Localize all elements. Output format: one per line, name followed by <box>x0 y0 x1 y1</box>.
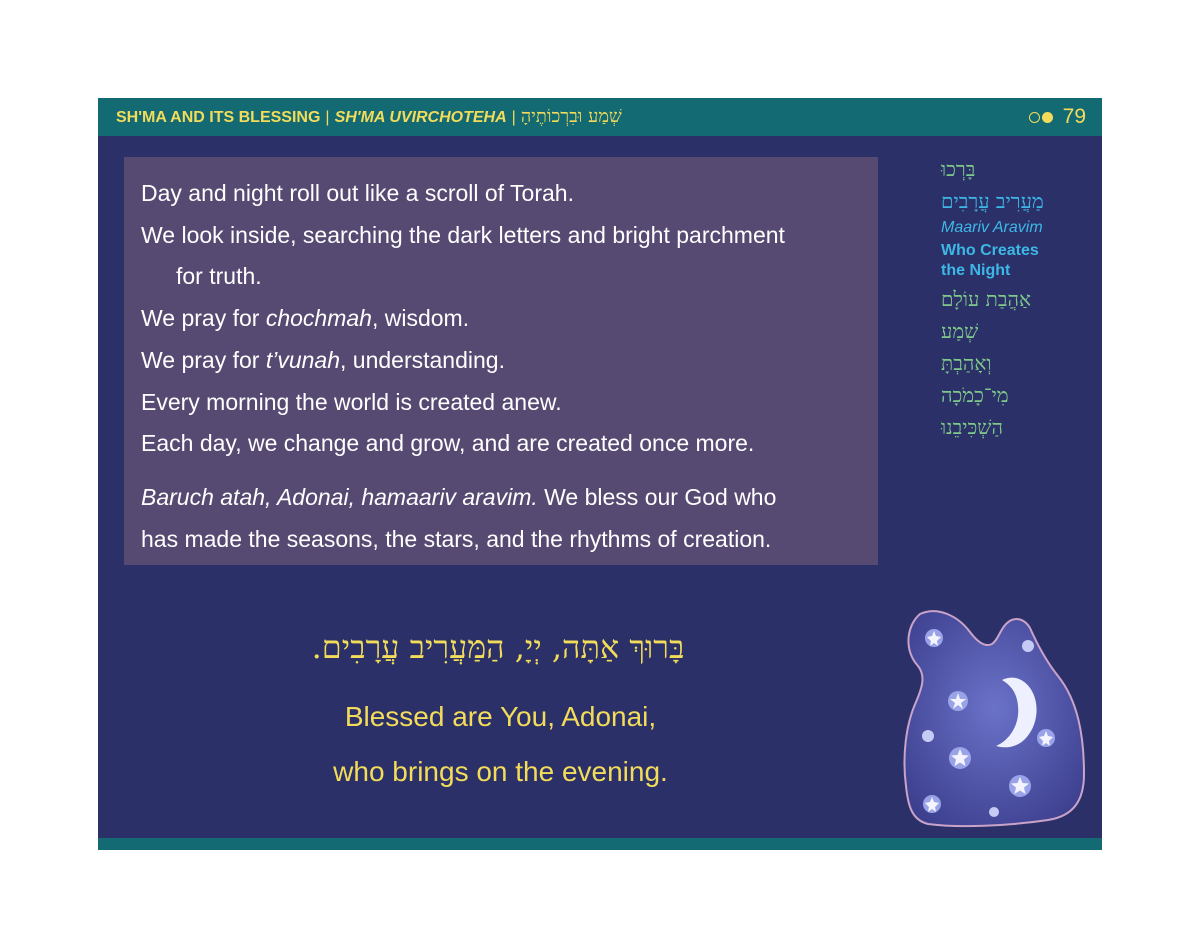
closing-line: Baruch atah, Adonai, hamaariv aravim. We bless our God who <box>141 483 777 510</box>
section-title: SH'MA AND ITS BLESSING <box>116 109 321 126</box>
prayerbook-page <box>98 98 1102 850</box>
header-separator-2: | <box>511 109 516 126</box>
nav-item-vahavta[interactable]: וְאָהַבְתָּ <box>941 351 992 375</box>
footer-bar <box>98 838 1102 850</box>
running-header <box>98 98 1102 136</box>
page-number-area <box>1029 98 1086 136</box>
section-transliteration: SH'MA UVIRCHOTEHA <box>334 109 507 126</box>
reading-line: Day and night roll out like a scroll of Torah. <box>141 180 574 206</box>
term-tvunah: t’vunah <box>265 346 341 373</box>
page-number: 79 <box>1062 105 1086 128</box>
nav-item-mi-chamocha[interactable]: מִי־כָמֹכָה <box>941 383 1009 407</box>
nav-item-maariv-aravim[interactable] <box>941 185 1091 281</box>
nav-item-english: Who Creates <box>941 242 1039 259</box>
blessing-english-line-2: who brings on the evening. <box>333 756 668 787</box>
reading-line: for truth. <box>176 263 262 290</box>
nav-item-ahavat-olam[interactable]: אַהֲבַת עוֹלָם <box>941 287 1031 311</box>
nav-item-hashkiveinu[interactable]: הַשְׁכִּיבֵנוּ <box>941 415 1003 439</box>
reading-line: We look inside, searching the dark letters and bright parchment <box>141 221 785 248</box>
blessing-hebrew: בָּרוּךְ אַתָּה, יְיָ, הַמַּעֲרִיב עֲרָבִים. <box>311 628 685 666</box>
prayer-section-nav <box>941 153 1091 443</box>
term-chochmah: chochmah <box>265 305 372 332</box>
filled-circle-icon <box>1042 112 1053 123</box>
reading-line: Each day, we change and grow, and are created once more. <box>141 430 755 457</box>
header-title <box>116 98 622 136</box>
reading-line: We pray for t’vunah, understanding. <box>141 346 505 373</box>
nav-item-shma[interactable]: שְׁמַע <box>941 319 979 343</box>
blessing-english-line-1: Blessed are You, Adonai, <box>344 701 657 732</box>
reading-line: Every morning the world is created anew. <box>141 388 562 415</box>
reading-text-box <box>124 157 878 565</box>
open-circle-icon <box>1029 112 1040 123</box>
nav-item-transliteration: Maariv Aravim <box>941 219 1043 236</box>
header-separator: | <box>325 109 330 126</box>
night-sky-letter-illustration <box>898 606 1088 828</box>
closing-line: has made the seasons, the stars, and the rhythms of creation. <box>141 525 772 552</box>
reading-line: We pray for chochmah, wisdom. <box>141 305 470 332</box>
section-hebrew: שְׁמַע וּבִרְכוֹתֶיהָ <box>520 106 622 127</box>
closing-transliteration: Baruch atah, Adonai, hamaariv aravim. <box>141 483 538 510</box>
nav-item-hebrew: מַעֲרִיב עֲרָבִים <box>941 189 1044 213</box>
nav-item-english: the Night <box>941 262 1011 279</box>
nav-item-barchu[interactable]: בָּרְכוּ <box>941 157 976 181</box>
